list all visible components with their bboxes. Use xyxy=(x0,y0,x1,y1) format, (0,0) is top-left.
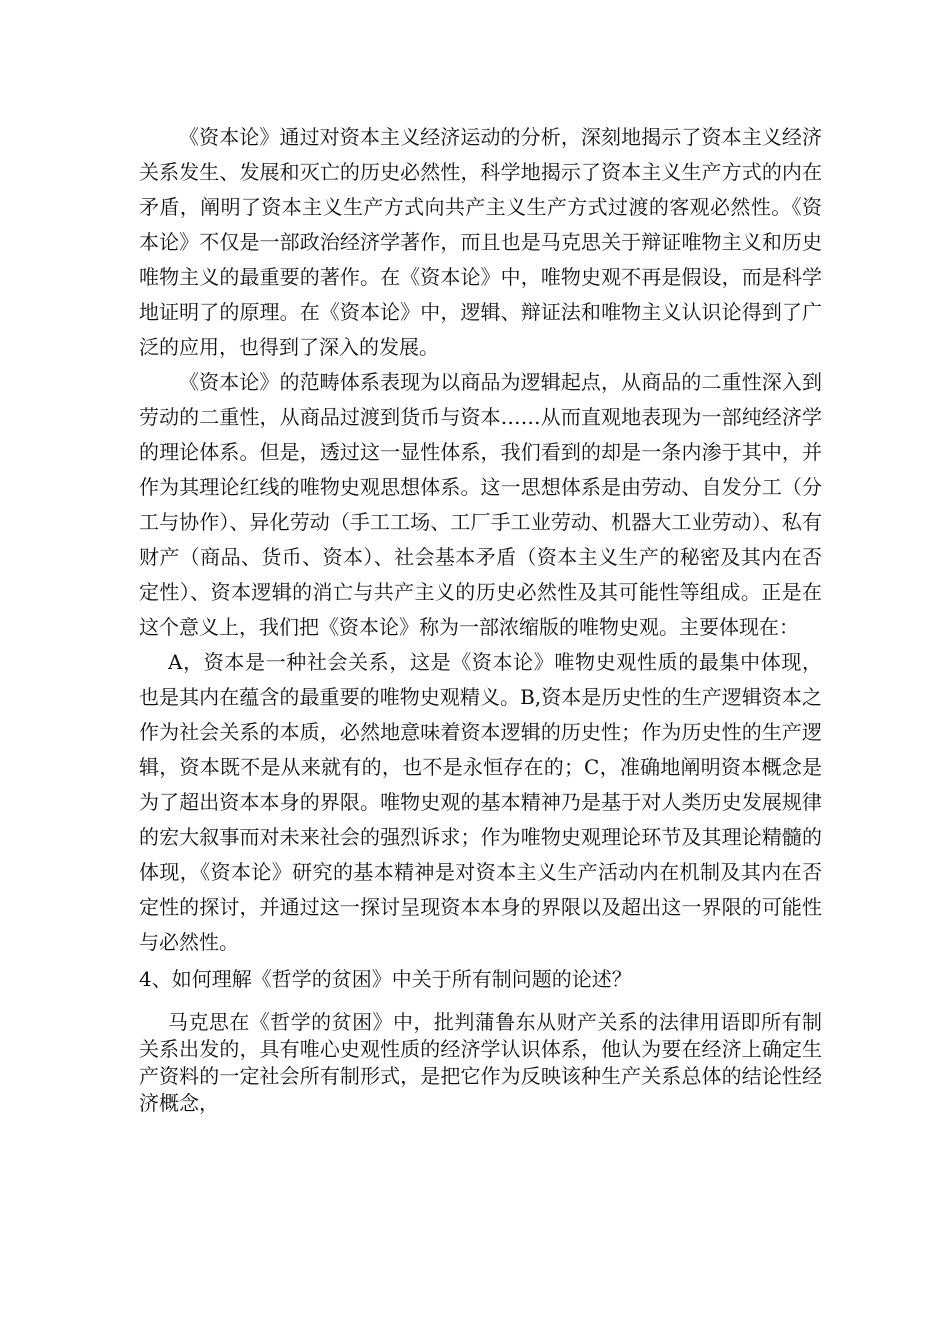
document-page xyxy=(139,120,822,1117)
paragraph-main-points: A，资本是一种社会关系，这是《资本论》唯物史观性质的最集中体现，也是其内在蕴含的最重要的唯物史观精义。B,资本是历史性的生产逻辑资本之作为社会关系的本质，必然地意味着资本逻辑的历史性；作为历史性的生产逻辑，资本既不是从来就有的，也不是永恒存在的；C，准确地阐明资本概念是为了超出资本本身的界限。唯物史观的基本精神乃是基于对人类历史发展规律的宏大叙事而对未来社会的强烈诉求；作为唯物史观理论环节及其理论精髓的体现，《资本论》研究的基本精神是对资本主义生产活动内在机制及其内在否定性的探讨，并通过这一探讨呈现资本本身的界限以及超出这一界限的可能性与必然性。 xyxy=(139,650,822,954)
question-heading: 4、如何理解《哲学的贫困》中关于所有制问题的论述？ xyxy=(139,967,632,991)
paragraph-capital-overview: 《资本论》通过对资本主义经济运动的分析，深刻地揭示了资本主义经济关系发生、发展和灭亡的历史必然性，科学地揭示了资本主义生产方式的内在矛盾，阐明了资本主义生产方式向共产主义生产方式过渡的客观必然性。《资本论》不仅是一部政治经济学著作，而且也是马克思关于辩证唯物主义和历史唯物主义的最重要的著作。在《资本论》中，唯物史观不再是假设，而是科学地证明了的原理。在《资本论》中，逻辑、辩证法和唯物主义认识论得到了广泛的应用，也得到了深入的发展。 xyxy=(139,125,822,359)
answer-paragraph: 马克思在《哲学的贫困》中，批判蒲鲁东从财产关系的法律用语即所有制关系出发的，具有唯心史观性质的经济学认识体系，他认为要在经济上确定生产资料的一定社会所有制形式，是把它作为反映该种生产关系总体的结论性经济概念， xyxy=(139,1010,822,1115)
paragraph-category-system: 《资本论》的范畴体系表现为以商品为逻辑起点，从商品的二重性深入到劳动的二重性，从商品过渡到货币与资本……从而直观地表现为一部纯经济学的理论体系。但是，透过这一显性体系，我们看到的却是一条内渗于其中，并作为其理论红线的唯物史观思想体系。这一思想体系是由劳动、自发分工（分工与协作）、异化劳动（手工工场、工厂手工业劳动、机器大工业劳动）、私有财产（商品、货币、资本）、社会基本矛盾（资本主义生产的秘密及其内在否定性）、资本逻辑的消亡与共产主义的历史必然性及其可能性等组成。正是在这个意义上，我们把《资本论》称为一部浓缩版的唯物史观。主要体现在： xyxy=(139,370,822,639)
